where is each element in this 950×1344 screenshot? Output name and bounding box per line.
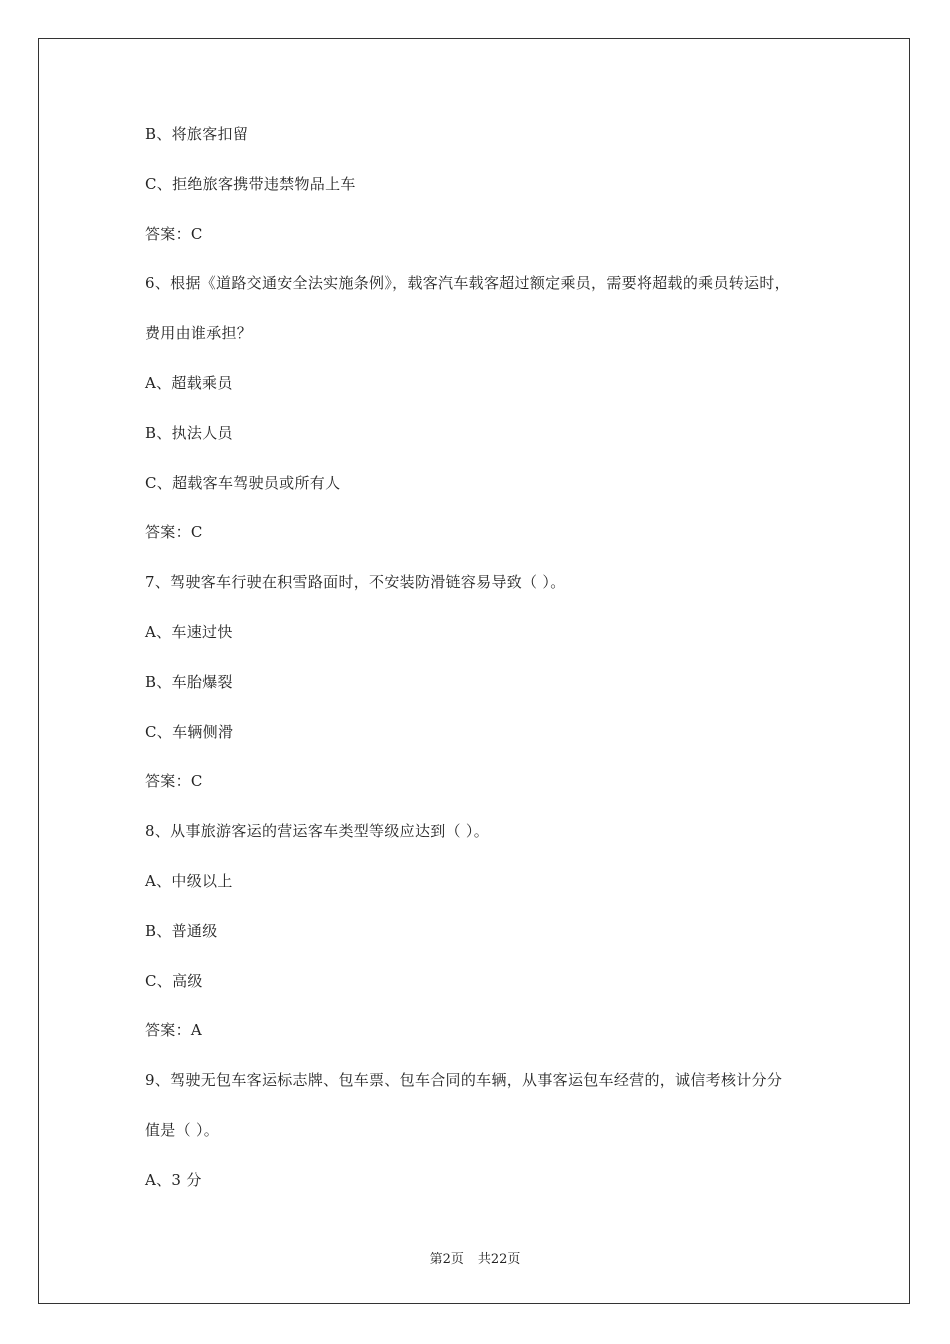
option-a-q6: A、超载乘员 (145, 373, 233, 392)
page-number: 第2页 (429, 1252, 464, 1267)
question-6-line-1: 6、根据《道路交通安全法实施条例》，载客汽车载客超过额定乘员，需要将超载的乘员转运时， (145, 274, 790, 293)
question-9-line-2: 值是（ ）。 (145, 1120, 220, 1139)
answer-q6: 答案：C (145, 523, 203, 542)
option-c-q5: C、拒绝旅客携带违禁物品上车 (145, 174, 356, 193)
document-body (145, 124, 825, 1220)
answer-q8: 答案：A (145, 1021, 203, 1040)
page-footer (0, 1248, 950, 1267)
question-8: 8、从事旅游客运的营运客车类型等级应达到（ ）。 (145, 822, 490, 841)
option-a-q8: A、中级以上 (145, 871, 233, 890)
option-b-q8: B、普通级 (145, 921, 218, 940)
page-total: 共22页 (477, 1252, 521, 1267)
option-b-q7: B、车胎爆裂 (145, 672, 233, 691)
option-b-q5: B、将旅客扣留 (145, 125, 249, 143)
question-7: 7、驾驶客车行驶在积雪路面时，不安装防滑链容易导致（ ）。 (145, 573, 566, 592)
question-9-line-1: 9、驾驶无包车客运标志牌、包车票、包车合同的车辆，从事客运包车经营的，诚信考核计分分 (145, 1071, 783, 1090)
option-c-q6: C、超载客车驾驶员或所有人 (145, 473, 341, 492)
question-6-line-2: 费用由谁承担？ (145, 324, 253, 343)
option-a-q7: A、车速过快 (145, 622, 233, 641)
option-b-q6: B、执法人员 (145, 423, 233, 442)
answer-q5: 答案：C (145, 224, 203, 243)
answer-q7: 答案：C (145, 772, 203, 791)
option-c-q7: C、车辆侧滑 (145, 722, 234, 741)
option-a-q9: A、3 分 (145, 1170, 202, 1189)
option-c-q8: C、高级 (145, 971, 203, 990)
